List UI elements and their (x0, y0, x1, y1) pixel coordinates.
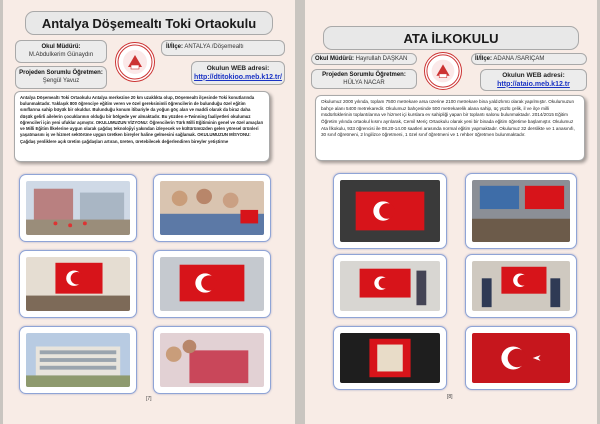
page-number: [8] (447, 394, 453, 400)
flag-artwork-photo (340, 180, 440, 242)
page-number: [7] (146, 396, 152, 402)
photo-frame (333, 173, 447, 249)
coordinator-box (15, 66, 107, 89)
left-page (3, 0, 295, 424)
right-page (305, 0, 597, 424)
province-box (471, 53, 587, 65)
principal-name: M.Abdulkerim Günaydın (28, 51, 94, 58)
coordinator-name: HÜLYA NACAR (343, 79, 385, 86)
province-label: İl/İlçe: (475, 56, 493, 62)
photo-frame (153, 250, 271, 318)
province-box (161, 40, 285, 56)
province-label: İl/İlçe: (166, 44, 184, 50)
page-title: Antalya Döşemealtı Toki Ortaokulu (25, 11, 273, 35)
web-box (191, 61, 285, 85)
flag-ceremony-photo (340, 261, 440, 311)
ataturk-portrait-photo (340, 333, 440, 383)
photo-frame (465, 326, 577, 390)
flag-display-photo (160, 257, 264, 311)
photo-frame (465, 173, 577, 249)
photo-frame (153, 326, 271, 394)
flag-presentation-photo (472, 261, 570, 311)
coordinator-label: Projeden Sorumlu Öğretmen: (19, 70, 103, 76)
photo-frame (153, 174, 271, 242)
page-title: ATA İLKOKULU (323, 26, 579, 50)
classroom-photo (472, 180, 570, 242)
mosaic-flag-photo (472, 333, 570, 383)
coordinator-name: Şengül Yavuz (42, 77, 80, 84)
meb-logo (424, 52, 462, 90)
principal-name: Hayrullah DAŞKAN (355, 56, 408, 62)
province-value: ADANA /SARIÇAM (493, 56, 545, 62)
school-web-link[interactable]: http://ataio.meb.k12.tr (497, 80, 570, 88)
photo-frame (19, 174, 137, 242)
web-label: Okulun WEB adresi: (502, 72, 565, 79)
students-photo (160, 181, 264, 235)
students-project-photo (160, 333, 264, 387)
principal-label: Okul Müdürü: (41, 44, 81, 50)
province-value: ANTALYA /Döşemealtı (184, 44, 244, 50)
coordinator-label: Projeden Sorumlu Öğretmen: (322, 72, 406, 78)
coordinator-box (311, 69, 417, 89)
photo-frame (19, 326, 137, 394)
principal-label: Okul Müdürü: (315, 56, 354, 62)
school-description: Okulumuz 2000 yılında, toplam 7500 metrekare arsa üzerine 2100 metrekare bina yaldızlımü olarak yapılmıştır. Okulumuzun bahçe alanı 5400 metrekaredir. Okulumuz bahçesinde 500 metrekarelik alana sahip, üç yüzlü çelik, il ve ilçe milli müdürlüklerinin toplantılarına ve hizmet içi kurslara ev sahipliği yapan bir toplantı salonu bulunmaktadır. 2014/2015 Eğitim Öğretim yılında ortaokul kısmı ayrılarak, Cemil Meriç Ortaokulu olarak yeni bir binada eğitim öğretime başlamıştır. Okulumuz Ata İlkokulu, 933 öğrencisi ile 08.20-14.00 saatleri arasında normal eğitim yapmaktadır. Okulumuz 32 derslikte ve 1 anasınıfı, 30 sınıf öğretmeni, 2 İngilizce öğretmeni, 1 özel sınıf öğretmeni ve 1 rehber öğretmen bulunmaktadır. (315, 95, 585, 161)
photo-frame (465, 254, 577, 318)
flag-activity-photo (26, 257, 130, 311)
school-description: Antalya Döşemealtı Toki Ortaokulu Antalya merkezine 20 km uzaklıkta olup, Döşemealtı ilçesinde Toki konutlarında bulunmaktadır. Yaklaşık 800 öğrenciye eğitim veren ve özel gereksinimli öğrencilerin de bulunduğu özel eğitim sınıflarına sahip büyük bir okuldur. Bulunduğu konum itibariyle da yoğun göç alan ve maddi olarak da biraz daha düşük gelirli ailelerin çocuklarının olduğu bir bölgede yer almaktadır. Bu yüzden e-Twinning faaliyetleri okulumuz öğrencileri için yeni ufuklar açmıştır. OKULUMUZUN VİZYONU: Öğrencilerin Türk Milli Eğitiminin genel ve özel amaçları ve Milli Eğitim İlkelerine uygun olarak çağdaş teknolojiyi yakından izleyecek ve kültürümüzden gelen yöresel ürünleri yaşatmasını iş ve hizmet sektörüne uygun üretken bireyler haline gelmesini sağlamak. OKULUMUZUN MİSYONU: Çağdaş yenliklere açık üretim çağdaşları artıran, üreten, üretebilecek değerlendiren bireyler yetiştirme (14, 91, 270, 162)
principal-box (15, 40, 107, 63)
meb-logo (115, 42, 155, 82)
photo-frame (333, 254, 447, 318)
school-web-link[interactable]: http://dtitokioo.meb.k12.tr/ (194, 73, 282, 81)
principal-box (311, 53, 417, 65)
web-box (480, 69, 587, 91)
photo-frame (19, 250, 137, 318)
school-exterior-photo (26, 333, 130, 387)
web-label: Okulun WEB adresi: (206, 65, 270, 72)
photo-frame (333, 326, 447, 390)
school-building-photo (26, 181, 130, 235)
